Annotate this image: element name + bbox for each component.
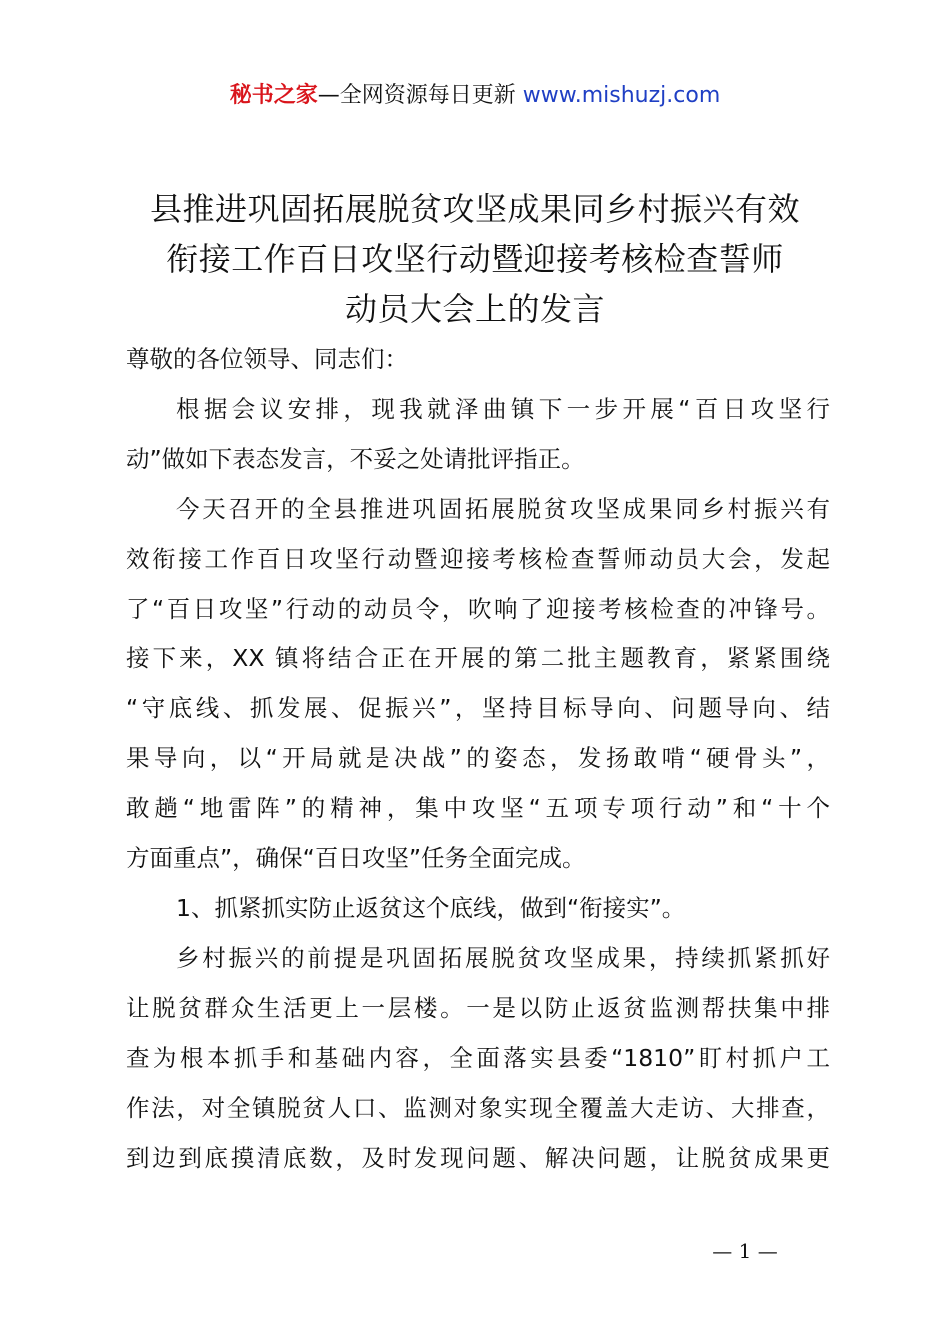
body-line: 接下来，XX 镇将结合正在开展的第二批主题教育，紧紧围绕 [126, 644, 830, 673]
body-line: 今天召开的全县推进巩固拓展脱贫攻坚成果同乡村振兴有 [176, 494, 830, 523]
body-line: 根据会议安排，现我就泽曲镇下一步开展“百日攻坚行 [176, 394, 830, 423]
body-line: 作法，对全镇脱贫人口、监测对象实现全覆盖大走访、大排查， [126, 1093, 830, 1122]
body-line: 敢趟“地雷阵”的精神，集中攻坚“五项专项行动”和“十个 [126, 794, 830, 823]
body-line: 让脱贫群众生活更上一层楼。一是以防止返贫监测帮扶集中排 [126, 993, 830, 1022]
meeting-paragraph [126, 485, 830, 884]
title-line: 县推进巩固拓展脱贫攻坚成果同乡村振兴有效 [149, 190, 800, 228]
body-line: 了“百日攻坚”行动的动员令，吹响了迎接考核检查的冲锋号。 [126, 594, 830, 623]
body-line: 1、抓紧抓实防止返贫这个底线，做到“衔接实”。 [176, 893, 686, 922]
page-number: — 1 — [712, 1239, 778, 1263]
body-line: 到边到底摸清底数，及时发现问题、解决问题，让脱贫成果更 [126, 1143, 830, 1172]
body-line: 查为根本抓手和基础内容，全面落实县委“1810”盯村抓户工 [126, 1043, 830, 1072]
body-line: 效衔接工作百日攻坚行动暨迎接考核检查誓师动员大会，发起 [126, 544, 830, 573]
site-tagline: —全网资源每日更新 [317, 83, 516, 108]
body-line: 乡村振兴的前提是巩固拓展脱贫攻坚成果，持续抓紧抓好 [176, 943, 830, 972]
section-heading-1 [126, 884, 830, 934]
body-line: 尊敬的各位领导、同志们： [126, 345, 408, 373]
site-brand-name: 秘书之家 [229, 83, 318, 108]
title-line: 衔接工作百日攻坚行动暨迎接考核检查誓师 [166, 240, 784, 278]
document-body [126, 335, 830, 1183]
intro-paragraph [126, 385, 830, 485]
body-line: 果导向，以“开局就是决战”的姿态，发扬敢啃“硬骨头”， [126, 744, 830, 773]
site-url-link[interactable]: www.mishuzj.com [522, 83, 721, 108]
body-line: 动”做如下表态发言，不妥之处请批评指正。 [126, 444, 585, 473]
section-1-paragraph [126, 934, 830, 1184]
body-line: 方面重点”，确保“百日攻坚”任务全面完成。 [126, 844, 586, 873]
salutation-paragraph [126, 335, 830, 385]
body-line: “守底线、抓发展、促振兴”，坚持目标导向、问题导向、结 [126, 694, 830, 723]
title-line: 动员大会上的发言 [344, 290, 605, 328]
site-header [0, 80, 950, 112]
document-title [100, 184, 850, 334]
